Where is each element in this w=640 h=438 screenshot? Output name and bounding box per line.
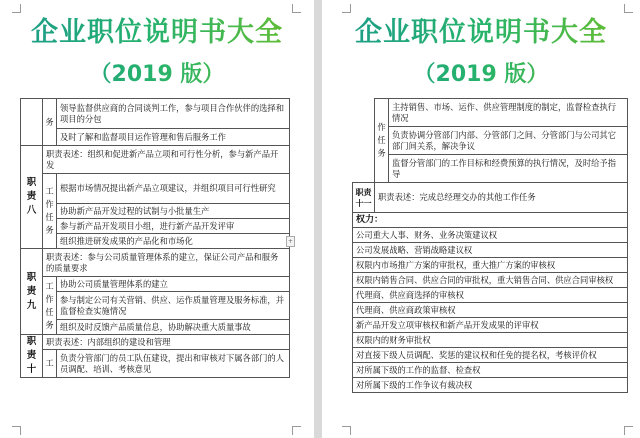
table-row	[353, 318, 628, 333]
document-year: （2019 版）	[322, 60, 640, 90]
table-row	[21, 350, 290, 378]
task-text: 组织推进研发成果的产品化和市场化	[57, 234, 290, 249]
table-row	[21, 277, 290, 292]
task-label-text: 作任务	[377, 122, 386, 158]
margin-corner-mark	[624, 426, 633, 435]
task-text: 负责协调分管部门内部、分管部门之间、分管部门与公司其它部门间关系，解决争议	[389, 127, 628, 155]
authority-item: 代理商、供应商政策审核权	[353, 303, 628, 318]
table-row	[353, 378, 628, 393]
table-row	[353, 258, 628, 273]
task-text: 根据市场情况提出新产品立项建议，并组织项目可行性研究	[57, 174, 290, 204]
duty-description: 职责表述：组织和促进新产品立项和可行性分析，参与新产品开发	[43, 146, 290, 174]
task-text: 组织及时反馈产品质量信息，协助解决重大质量事故	[57, 320, 290, 335]
task-text: 领导监督供应商的合同谈判工作，参与项目合作伙伴的选择和项目的分包	[57, 99, 290, 129]
table-row	[353, 288, 628, 303]
table-row	[21, 204, 290, 219]
table-row	[21, 219, 290, 234]
duty-label-cell	[21, 99, 43, 146]
task-label-cell	[375, 99, 389, 183]
document-title: 企业职位说明书大全	[322, 16, 640, 50]
table-row	[353, 155, 628, 183]
authority-item: 对所属下级的工作争议有裁决权	[353, 378, 628, 393]
table-row	[353, 243, 628, 258]
authority-header: 权力：	[353, 213, 628, 228]
task-label-text: 工作任务	[45, 186, 54, 235]
page-gutter	[314, 0, 322, 438]
duty-label-text: 职责八	[26, 177, 37, 216]
duty-table	[352, 98, 628, 393]
task-label-cell: 务	[43, 99, 57, 146]
table-row	[21, 292, 290, 320]
duty-label-text: 职责十	[26, 336, 37, 375]
duty-label-cell: 职责十一	[353, 183, 375, 213]
authority-item: 新产品开发立项审核权和新产品开发成果的评审权	[353, 318, 628, 333]
table-row	[353, 273, 628, 288]
authority-item: 公司发展战略、营销战略建议权	[353, 243, 628, 258]
table-row	[353, 99, 628, 127]
duty-table	[20, 98, 290, 378]
duty-description: 职责表述：完成总经理交办的其他工作任务	[375, 183, 628, 213]
document-page-right	[322, 0, 640, 438]
table-row	[353, 348, 628, 363]
document-page-left	[0, 0, 314, 438]
task-text: 及时了解和监督项目运作管理和售后服务工作	[57, 129, 290, 146]
duty-label-cell	[21, 249, 43, 335]
table-row	[21, 320, 290, 335]
table-row	[21, 129, 290, 146]
duty-label-cell	[21, 335, 43, 378]
authority-item: 权限内的财务审批权	[353, 333, 628, 348]
table-row	[21, 99, 290, 129]
authority-item: 对所属下级的工作的监督、检查权	[353, 363, 628, 378]
table-row	[353, 183, 628, 213]
margin-corner-mark	[624, 4, 633, 13]
duty-description: 职责表述：内部组织的建设和管理	[43, 335, 290, 350]
table-row	[353, 303, 628, 318]
blank-cell	[353, 99, 375, 183]
document-year: （2019 版）	[0, 60, 314, 90]
table-row	[21, 174, 290, 204]
table-row	[21, 234, 290, 249]
task-label-cell: 工	[43, 350, 57, 378]
task-text: 协助新产品开发过程的试制与小批量生产	[57, 204, 290, 219]
table-row	[353, 363, 628, 378]
margin-corner-mark	[292, 4, 301, 13]
duty-label-cell	[21, 146, 43, 249]
table-row	[353, 213, 628, 228]
table-row	[353, 333, 628, 348]
task-text: 负责分管部门的员工队伍建设，提出和审核对下属各部门的人员调配、培训、考核意见	[57, 350, 290, 378]
table-row	[353, 127, 628, 155]
task-text: 协助公司质量管理体系的建立	[57, 277, 290, 292]
task-label-cell	[43, 174, 57, 249]
margin-corner-mark	[342, 4, 351, 13]
authority-item: 对直接下级人员调配、奖惩的建议权和任免的提名权，考核评价权	[353, 348, 628, 363]
table-row	[21, 335, 290, 350]
margin-corner-mark	[292, 426, 301, 435]
table-row	[21, 249, 290, 277]
page-break-handle-icon[interactable]: +	[287, 238, 294, 245]
task-text: 参与新产品开发项目小组，进行新产品开发评审	[57, 219, 290, 234]
task-label-text: 工作任务	[45, 280, 54, 330]
duty-description: 职责表述：参与公司质量管理体系的建立，保证公司产品和服务的质量要求	[43, 249, 290, 277]
task-text: 主持销售、市场、运作、供应管理制度的制定，监督检查执行情况	[389, 99, 628, 127]
task-text: 监督分管部门的工作目标和经费预算的执行情况，及时给予指导	[389, 155, 628, 183]
margin-corner-mark	[12, 426, 21, 435]
authority-item: 权限内销售合同、供应合同的审批权，重大销售合同、供应合同审核权	[353, 273, 628, 288]
table-row	[21, 146, 290, 174]
document-title: 企业职位说明书大全	[0, 16, 314, 50]
duty-label-text: 职责九	[26, 271, 37, 311]
authority-item: 公司重大人事、财务、业务决策建议权	[353, 228, 628, 243]
task-label-cell	[43, 277, 57, 335]
margin-corner-mark	[12, 4, 21, 13]
authority-item: 代理商、供应商选择的审核权	[353, 288, 628, 303]
table-row	[353, 228, 628, 243]
margin-corner-mark	[342, 426, 351, 435]
task-text: 参与制定公司有关营销、供应、运作质量管理及服务标准，并监督检查实施情况	[57, 292, 290, 320]
authority-item: 权限内市场推广方案的审批权，重大推广方案的审核权	[353, 258, 628, 273]
